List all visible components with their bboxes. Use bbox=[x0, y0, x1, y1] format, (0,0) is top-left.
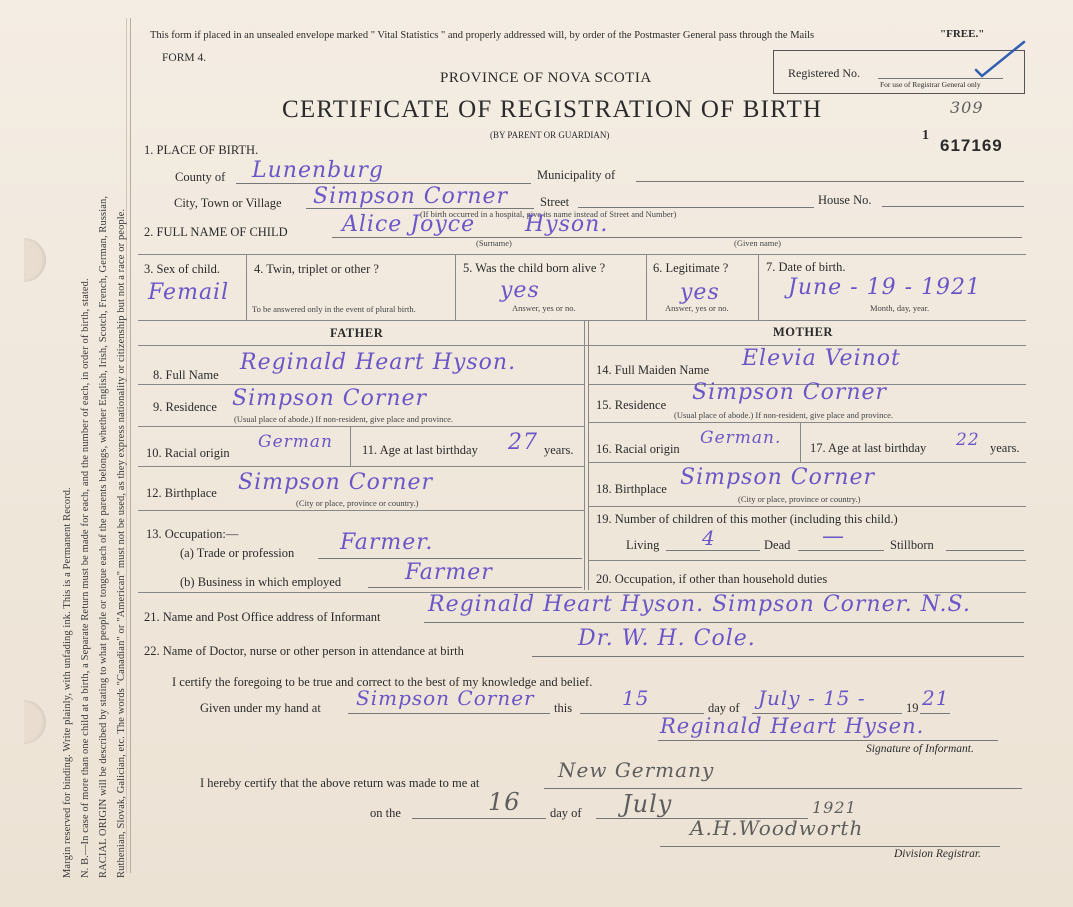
registrar-signature-line bbox=[660, 846, 1000, 847]
twin-note: To be answered only in the event of plural birth. bbox=[252, 304, 416, 314]
legitimate-label: 6. Legitimate ? bbox=[653, 261, 729, 275]
given-year-line bbox=[920, 713, 950, 714]
mother-race-value: German. bbox=[700, 428, 782, 448]
informant-line bbox=[424, 622, 1024, 623]
cell-divider bbox=[350, 426, 351, 466]
pencil-number: 309 bbox=[950, 98, 984, 117]
blue-check-mark bbox=[972, 40, 1028, 78]
serial-prefix: 1 bbox=[922, 128, 929, 143]
grid-rule bbox=[588, 422, 1026, 423]
registered-line bbox=[878, 78, 1003, 79]
mother-heading: MOTHER bbox=[773, 325, 833, 339]
mother-birthplace-note: (City or place, province or country.) bbox=[738, 494, 861, 504]
father-residence-label: 9. Residence bbox=[153, 400, 217, 414]
child-name-label: 2. FULL NAME OF CHILD bbox=[144, 225, 288, 239]
mother-residence-label: 15. Residence bbox=[596, 398, 667, 412]
side-note-racial-origin: RACIAL ORIGIN will be described by stating to what people or tongue each of the parents belongs, whether English, Irish, Scotch, French, German, Russian, bbox=[98, 195, 109, 878]
given-month-value: July - 15 - bbox=[758, 686, 866, 710]
street-label: Street bbox=[540, 195, 570, 209]
father-years-label: years. bbox=[544, 443, 574, 457]
side-note-binding: Margin reserved for binding. Write plainly, with unfading ink. This is a Permanent Record. bbox=[62, 487, 73, 878]
place-of-birth-label: 1. PLACE OF BIRTH. bbox=[144, 143, 259, 157]
division-registrar-label: Division Registrar. bbox=[894, 848, 981, 860]
doctor-line bbox=[532, 656, 1024, 657]
child-name-line bbox=[332, 237, 1022, 238]
child-given-names: Alice Joyce bbox=[342, 212, 476, 237]
year-prefix: 19 bbox=[906, 701, 919, 715]
col-divider bbox=[758, 254, 759, 320]
grid-rule bbox=[588, 462, 1026, 463]
child-surname: Hyson. bbox=[525, 212, 609, 237]
alive-value: yes bbox=[500, 278, 540, 303]
house-line bbox=[882, 206, 1024, 207]
father-occupation-label: 13. Occupation:— bbox=[146, 527, 239, 541]
mother-birthplace-value: Simpson Corner bbox=[680, 465, 876, 490]
informant-signature-line bbox=[658, 740, 998, 741]
living-line bbox=[666, 550, 760, 551]
registrar-year-value: 1921 bbox=[812, 798, 857, 817]
dead-line bbox=[798, 550, 884, 551]
doctor-value: Dr. W. H. Cole. bbox=[578, 626, 756, 651]
dead-label: Dead bbox=[764, 538, 791, 552]
center-divider bbox=[584, 320, 585, 590]
doctor-label: 22. Name of Doctor, nurse or other person in attendance at birth bbox=[144, 644, 464, 658]
row-rule-bottom bbox=[138, 320, 1026, 321]
row-rule-top bbox=[138, 254, 1026, 255]
father-heading: FATHER bbox=[330, 326, 384, 340]
father-age-value: 27 bbox=[508, 430, 538, 455]
stillborn-label: Stillborn bbox=[890, 538, 934, 552]
date-note: Month, day, year. bbox=[870, 303, 930, 313]
mother-years-label: years. bbox=[990, 441, 1020, 455]
col-divider bbox=[246, 254, 247, 320]
day-of-label: day of bbox=[708, 701, 740, 715]
father-name-value: Reginald Heart Hyson. bbox=[240, 350, 517, 375]
serial-number: 617169 bbox=[940, 136, 1003, 155]
county-label: County of bbox=[175, 170, 226, 184]
on-the-label: on the bbox=[370, 806, 401, 820]
house-label: House No. bbox=[818, 193, 872, 207]
mother-age-value: 22 bbox=[956, 430, 980, 450]
date-label: 7. Date of birth. bbox=[766, 260, 846, 274]
father-birthplace-label: 12. Birthplace bbox=[146, 486, 217, 500]
center-divider bbox=[588, 320, 589, 590]
form-number: FORM 4. bbox=[162, 52, 207, 64]
father-race-label: 10. Racial origin bbox=[146, 446, 230, 460]
certificate-title: CERTIFICATE OF REGISTRATION OF BIRTH bbox=[282, 96, 823, 123]
signature-of-informant-label: Signature of Informant. bbox=[866, 743, 974, 755]
father-business-line bbox=[368, 587, 582, 588]
father-birthplace-note: (City or place, province or country.) bbox=[296, 498, 419, 508]
legitimate-value: yes bbox=[680, 280, 720, 305]
registrar-place-value: New Germany bbox=[558, 758, 715, 782]
registrar-place-line bbox=[544, 788, 1022, 789]
mother-race-label: 16. Racial origin bbox=[596, 442, 680, 456]
this-label: this bbox=[554, 701, 573, 715]
free-label: "FREE." bbox=[940, 28, 985, 40]
sex-label: 3. Sex of child. bbox=[144, 262, 221, 276]
living-value: 4 bbox=[702, 526, 716, 550]
col-divider bbox=[455, 254, 456, 320]
registrar-certify-statement: I hereby certify that the above return was made to me at bbox=[200, 776, 480, 790]
father-birthplace-value: Simpson Corner bbox=[238, 470, 434, 495]
mother-age-label: 17. Age at last birthday bbox=[810, 441, 927, 455]
stillborn-line bbox=[946, 550, 1024, 551]
alive-note: Answer, yes or no. bbox=[512, 303, 576, 313]
registrar-day-line bbox=[412, 818, 546, 819]
mother-residence-note: (Usual place of abode.) If non-resident, give place and province. bbox=[674, 410, 894, 420]
living-label: Living bbox=[626, 538, 660, 552]
municipality-label: Municipality of bbox=[537, 168, 616, 182]
given-place-value: Simpson Corner bbox=[356, 686, 535, 710]
father-race-value: German bbox=[258, 432, 333, 452]
certificate-subtitle: (BY PARENT OR GUARDIAN) bbox=[490, 130, 610, 140]
given-year-value: 21 bbox=[922, 686, 950, 710]
mother-name-value: Elevia Veinot bbox=[742, 346, 901, 371]
province-name: PROVINCE OF NOVA SCOTIA bbox=[440, 70, 652, 86]
certify-statement: I certify the foregoing to be true and correct to the best of my knowledge and belief. bbox=[172, 675, 593, 689]
informant-value: Reginald Heart Hyson. Simpson Corner. N.S. bbox=[428, 592, 971, 617]
grid-rule bbox=[138, 510, 584, 511]
father-residence-value: Simpson Corner bbox=[232, 386, 428, 411]
legitimate-note: Answer, yes or no. bbox=[665, 303, 729, 313]
informant-signature: Reginald Heart Hysen. bbox=[660, 714, 925, 738]
father-trade-value: Farmer. bbox=[340, 530, 434, 555]
municipality-line bbox=[636, 181, 1024, 182]
grid-rule bbox=[138, 384, 584, 385]
town-label: City, Town or Village bbox=[174, 196, 282, 210]
alive-label: 5. Was the child born alive ? bbox=[463, 261, 606, 275]
town-value: Simpson Corner bbox=[313, 184, 509, 209]
grid-rule bbox=[588, 560, 1026, 561]
sex-value: Femail bbox=[148, 280, 230, 305]
margin-rule bbox=[130, 18, 131, 873]
grid-rule bbox=[138, 466, 584, 467]
grid-rule bbox=[588, 506, 1026, 507]
given-place-line bbox=[348, 713, 550, 714]
grid-rule bbox=[138, 426, 584, 427]
date-value: June - 19 - 1921 bbox=[788, 275, 981, 300]
side-note-multiple-births: N. B.—In case of more than one child at a birth, a Separate Return must be made for each, and the number of each, in order of birth, stated. bbox=[80, 278, 91, 878]
father-business-label: (b) Business in which employed bbox=[180, 575, 342, 589]
father-trade-label: (a) Trade or profession bbox=[180, 546, 295, 560]
side-note-racial-origin-cont: Ruthenian, Slovak, Galician, etc. The words "Canadian" or "American" must not be used, as they express nationality or citizenship but not a race or people. bbox=[116, 208, 127, 878]
registrar-day-of-label: day of bbox=[550, 806, 582, 820]
surname-note: (Surname) bbox=[476, 238, 512, 248]
father-name-label: 8. Full Name bbox=[153, 368, 219, 382]
father-business-value: Farmer bbox=[405, 560, 493, 585]
cell-divider bbox=[800, 422, 801, 462]
given-name-note: (Given name) bbox=[734, 238, 781, 248]
registrar-month-value: July bbox=[622, 790, 673, 818]
mother-residence-value: Simpson Corner bbox=[692, 380, 888, 405]
col-divider bbox=[646, 254, 647, 320]
father-trade-line bbox=[318, 558, 582, 559]
mailing-note: This form if placed in an unsealed envelope marked " Vital Statistics " and properly addressed will, by order of the Postmaster General pass through the Mails bbox=[150, 30, 815, 41]
registered-label: Registered No. bbox=[788, 66, 860, 80]
mother-name-label: 14. Full Maiden Name bbox=[596, 363, 710, 377]
dead-value: — bbox=[822, 524, 845, 549]
hospital-note: (If birth occurred in a hospital, give its name instead of Street and Number) bbox=[420, 209, 677, 219]
given-day-value: 15 bbox=[622, 686, 650, 710]
informant-label: 21. Name and Post Office address of Informant bbox=[144, 610, 381, 624]
county-value: Lunenburg bbox=[252, 158, 384, 183]
registered-note: For use of Registrar General only bbox=[880, 80, 981, 89]
given-under-label: Given under my hand at bbox=[200, 701, 321, 715]
mother-occupation-label: 20. Occupation, if other than household duties bbox=[596, 572, 828, 586]
registrar-day-value: 16 bbox=[488, 788, 521, 816]
mother-children-label: 19. Number of children of this mother (including this child.) bbox=[596, 512, 898, 526]
father-residence-note: (Usual place of abode.) If non-resident, give place and province. bbox=[234, 414, 454, 424]
mother-birthplace-label: 18. Birthplace bbox=[596, 482, 667, 496]
twin-label: 4. Twin, triplet or other ? bbox=[254, 262, 379, 276]
registrar-signature: A.H.Woodworth bbox=[690, 816, 864, 840]
street-line bbox=[578, 207, 814, 208]
father-age-label: 11. Age at last birthday bbox=[362, 443, 478, 457]
